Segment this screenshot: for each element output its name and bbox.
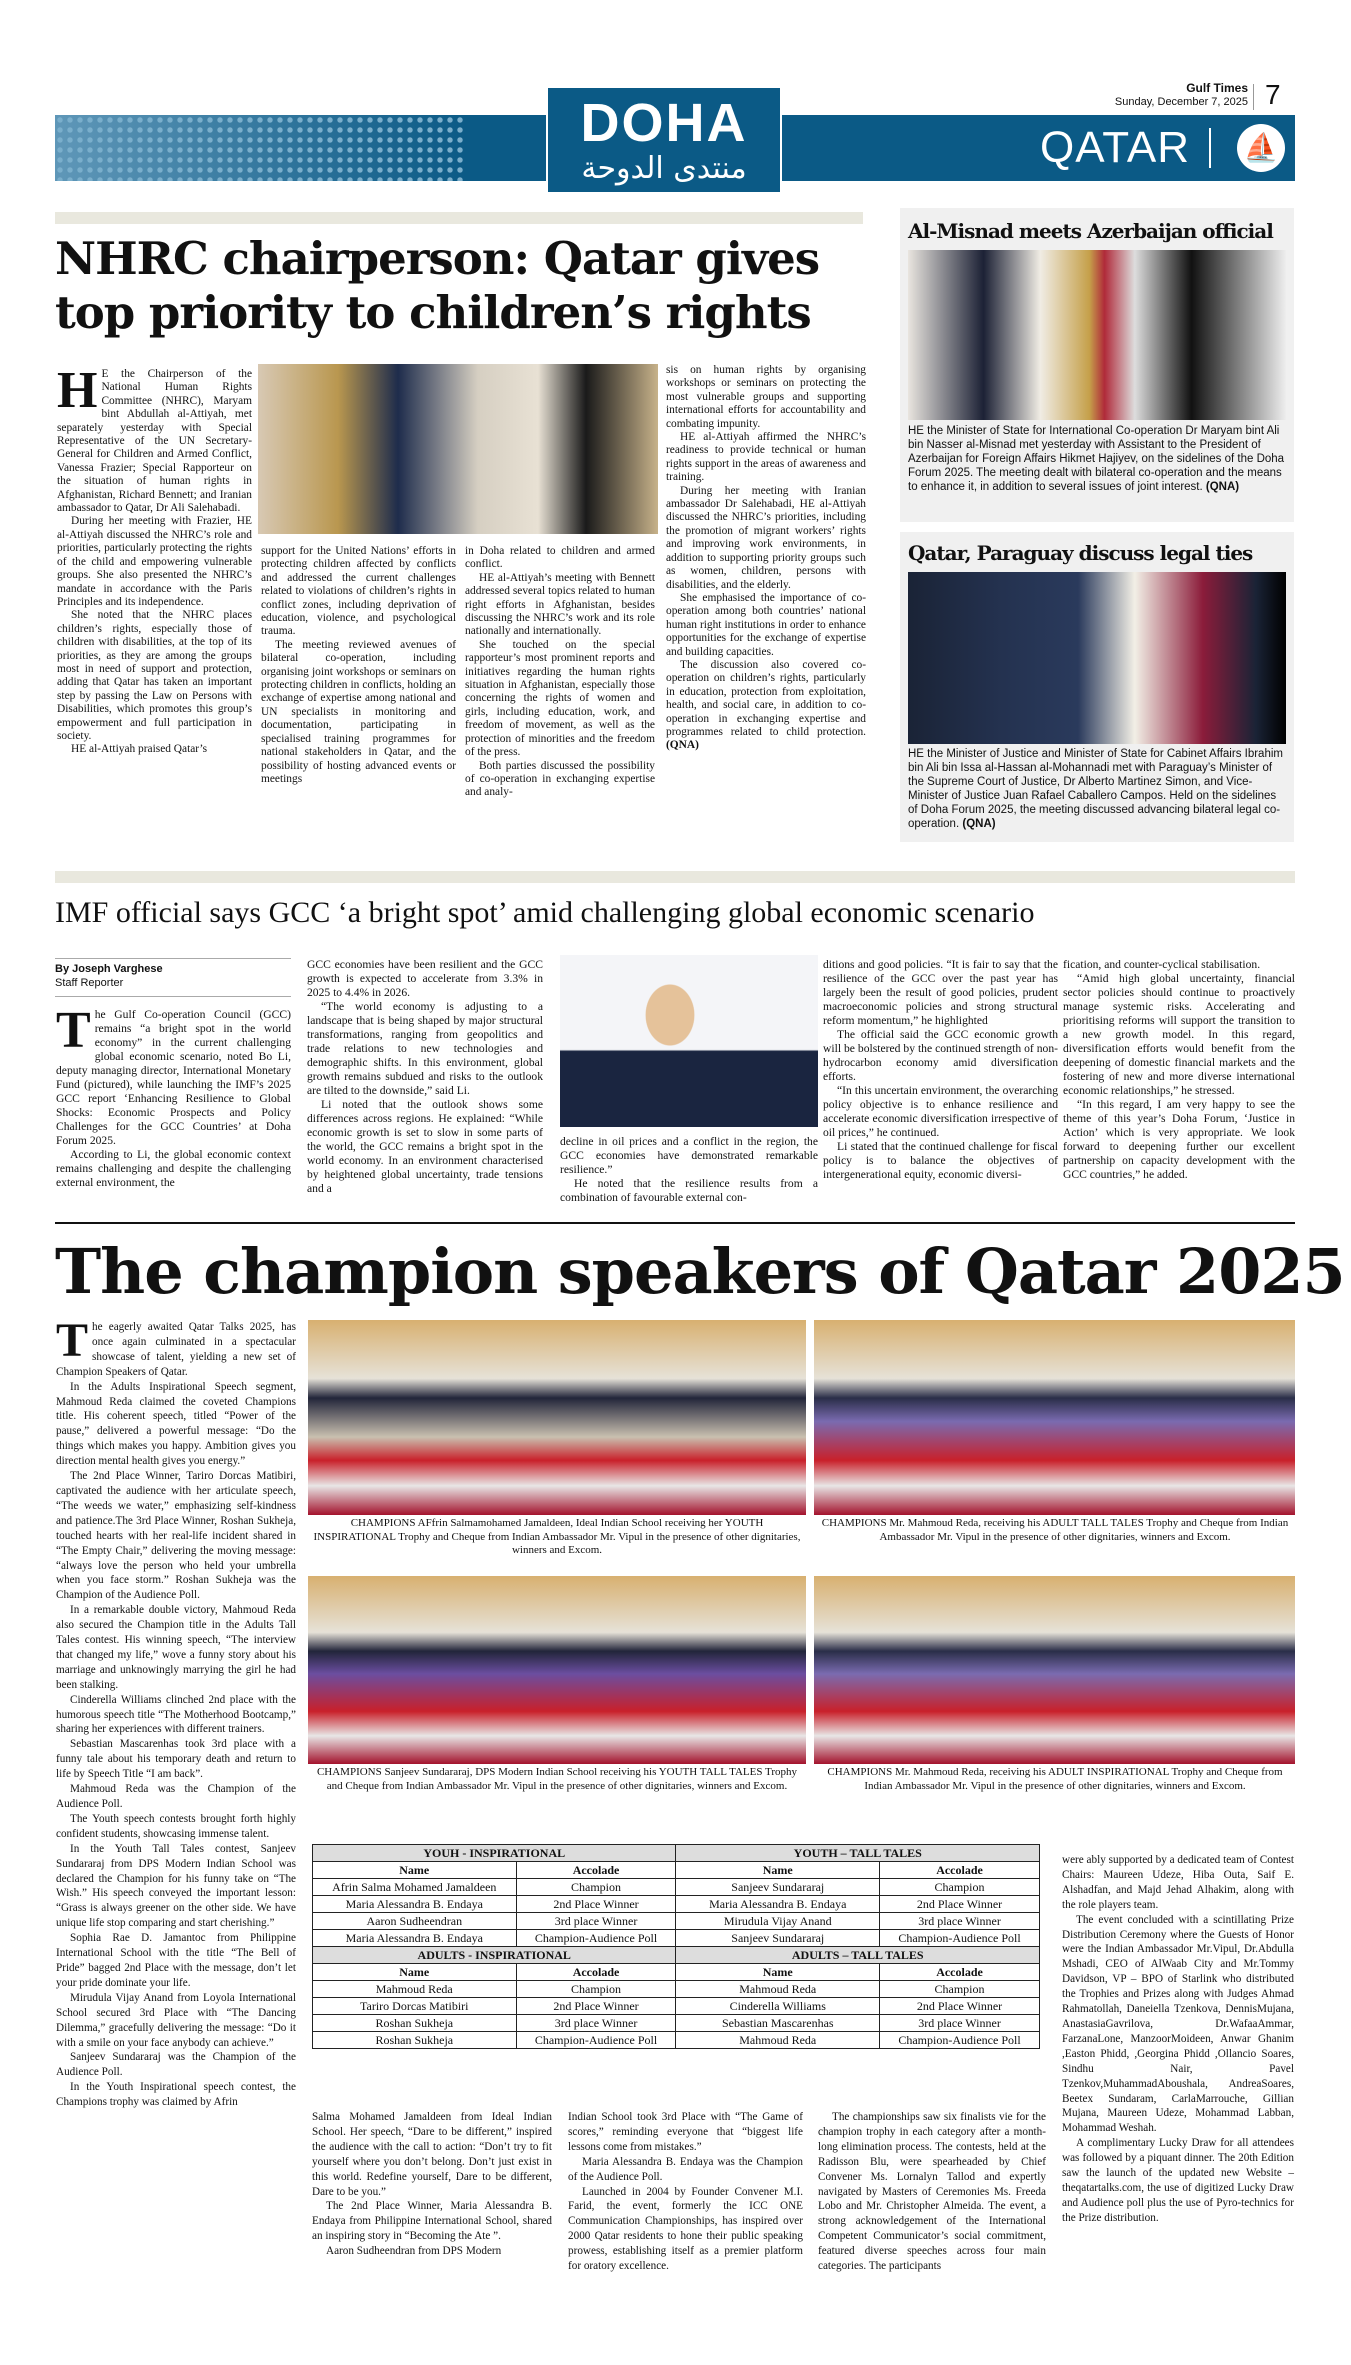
event-photo-youth-tall-tales <box>308 1576 806 1764</box>
photo-caption: CHAMPIONS Mr. Mahmoud Reda, receiving his ADULT TALL TALES Trophy and Cheque from Indian Ambassador Mr. Vipul in the presence of other dignitaries, winners and Excom. <box>821 1517 1289 1543</box>
publication-date: Sunday, December 7, 2025 <box>1114 96 1248 108</box>
champ-col-4: The championships saw six finalists vie for the champion trophy in each category after a month-long elimination process. The contests, held at the Radisson Blu, were spearheaded by Chief Convener Ms. Lornalyn Tallod and expertly navigated by Masters of Ceremonies Ms. Freeda Lobo and Mr. Christopher Almeida. The event, a strong acknowledgement of the International Competent Communicator’s social commitment, featured diverse speeches across four main categories. The participants <box>818 2111 1046 2273</box>
imf-col-5: fication, and counter-cyclical stabilisation. “Amid high global uncertainty, financial sector policies should continue to proactively manage systemic risks. Accelerating and prioritising reforms will support the transition to a new growth model. In this regard, diversification efforts would benefit from the deepening of domestic financial markets and the fostering of new and more diverse international economic relationships,” he stressed. “In this regard, I am very happy to see the theme of this year’s Doha Forum, ‘Justice in Action’ which is very appropriate. We look forward to deepening further our excellent partnership on capacity development with the GCC countries,” he added. <box>1063 958 1295 1181</box>
imf-col-1: The Gulf Co-operation Council (GCC) remains “a bright spot in the world economy” in the current challenging global economic scenario, noted Bo Li, deputy managing director, International Monetary Fund (pictured), while launching the IMF’s 2025 GCC report ‘Enhancing Resilience to Global Shocks: Economic Prospects and Policy Challenges for the GCC Countries’ at Doha Forum 2025. According to Li, the global economic context remains challenging and despite the challenging external environment, the <box>56 1002 291 1189</box>
col-header-accolade: Accolade <box>516 1862 676 1879</box>
table-row: Mahmoud Reda Champion Mahmoud Reda Champion <box>313 1981 1040 1998</box>
sidebar2-photo <box>908 572 1286 744</box>
table-group-youth-tall-tales: YOUTH – TALL TALES <box>676 1845 1040 1862</box>
dhow-boat-icon: ⛵ <box>1237 124 1285 172</box>
table-row: Maria Alessandra B. Endaya Champion-Audience Poll Sanjeev Sundararaj Champion-Audience Poll <box>313 1930 1040 1947</box>
table-row: Roshan Sukheja 3rd place Winner Sebastian Mascarenhas 3rd place Winner <box>313 2015 1040 2032</box>
section-title: QATAR <box>1040 123 1191 172</box>
imf-official-photo <box>560 955 818 1127</box>
col-header-name: Name <box>676 1964 880 1981</box>
nhrc-para: in Doha related to children and armed conflict. <box>465 545 655 571</box>
champ-col-2: Salma Mohamed Jamaldeen from Ideal Indian School. Her speech, “Dare to be different,” inspired the audience with the call to action: “Don’t try to fit yourself where you don’t belong. Don’t just exist in this world. Redefine yourself, Dare to be different, Dare to be you.” The 2nd Place Winner, Maria Alessandra B. Endaya from Philippine International School, shared an inspiring story in “Becoming the Ate ”. Aaron Sudheendran from DPS Modern <box>312 2111 552 2258</box>
champ-headline: The champion speakers of Qatar 2025 <box>55 1235 1345 1308</box>
table-row: Aaron Sudheendran 3rd place Winner Mirudula Vijay Anand 3rd place Winner <box>313 1913 1040 1930</box>
section-rule <box>55 212 863 224</box>
logo-text: DOHA <box>580 93 748 153</box>
table-group-youth-inspirational: YOUH - INSPIRATIONAL <box>313 1845 676 1862</box>
sidebar2-headline: Qatar, Paraguay discuss legal ties <box>908 541 1253 565</box>
byline-rule <box>55 958 291 959</box>
byline-rule <box>55 996 291 997</box>
sidebar2-caption: HE the Minister of Justice and Minister of State for Cabinet Affairs Ibrahim bin Ali bin Issa al-Hassan al-Mohannadi met with Paraguay’s Minister of the Supreme Court of Justice, Dr Alberto Martinez Simon, and Vice-Minister of Justice Juan Rafael Caballero Campos. Held on the sidelines of Doha Forum 2025, the meeting discussed advancing bilateral legal co-operation. (QNA) <box>908 748 1283 830</box>
doha-forum-logo <box>546 86 782 194</box>
nhrc-para: sis on human rights by organising workshops or seminars on protecting the most vulnerable groups and supporting international efforts for accountability and combating impunity. <box>666 364 866 430</box>
nhrc-col-2 <box>261 545 456 786</box>
col-header-name: Name <box>313 1964 517 1981</box>
table-row: Roshan Sukheja Champion-Audience Poll Mahmoud Reda Champion-Audience Poll <box>313 2032 1040 2049</box>
nhrc-para: She touched on the special rapporteur’s most prominent reports and initiatives regarding the human rights situation in Afghanistan, especially those concerning the rights of women and girls, including education, work, and freedom of movement, as well as the protection of minorities and the freedom of the press. <box>465 638 655 759</box>
event-photo-youth-inspirational <box>308 1320 806 1515</box>
sidebar1-caption: HE the Minister of State for International Co-operation Dr Maryam bint Ali bin Nasser al-Misnad met yesterday with Assistant to the President of Azerbaijan for Foreign Affairs Hikmet Hajiyev, on the sidelines of the Doha Forum 2025. The meeting dealt with bilateral co-operation and the means to enhance it, in addition to several issues of joint interest. (QNA) <box>908 425 1285 493</box>
drop-cap: T <box>56 1002 91 1059</box>
nhrc-para: The discussion also covered co-operation on children’s rights, particularly in education, protection from exploitation, health, and social care, in addition to co-operation in exchanging expertise and programmes related to child protection. (QNA) <box>666 658 866 752</box>
results-table <box>312 1844 1040 2049</box>
photo-caption: CHAMPIONS Mr. Mahmoud Reda, receiving his ADULT INSPIRATIONAL Trophy and Cheque from Indian Ambassador Mr. Vipul in the presence of other dignitaries, winners and Excom. <box>827 1766 1283 1792</box>
nhrc-col-3 <box>465 545 655 800</box>
col-header-name: Name <box>676 1862 880 1879</box>
nhrc-para: During her meeting with Iranian ambassador Dr Salehabadi, HE al-Attiyah discussed the NHRC’s priorities, including the promotion of migrant workers’ rights and improving work environments, in addition to supporting priority groups such as women, children, persons with disabilities, and the elderly. <box>666 484 866 591</box>
col-header-accolade: Accolade <box>880 1862 1040 1879</box>
sidebar1-headline: Al-Misnad meets Azerbaijan official <box>908 219 1273 243</box>
byline: By Joseph Varghese Staff Reporter <box>55 963 163 989</box>
masthead-pattern <box>55 115 465 181</box>
table-group-adult-tall-tales: ADULTS – TALL TALES <box>676 1947 1040 1964</box>
nhrc-para: support for the United Nations’ efforts in protecting children affected by conflicts and addressed the current challenges related to violations of children’s rights in conflict zones, including deprivation of education, violence, and psychological trauma. <box>261 545 456 638</box>
nhrc-para: She emphasised the importance of co-operation among both countries’ national human right institutions in order to enhance opportunities for the exchange of expertise and building capacities. <box>666 591 866 658</box>
section-rule <box>55 871 1295 883</box>
nhrc-photo <box>258 364 658 534</box>
nhrc-para: HE al-Attiyah affirmed the NHRC’s readiness to provide technical or human rights support in the areas of awareness and training. <box>666 431 866 484</box>
nhrc-para: She noted that the NHRC places children’s rights, especially those of children with disabilities, at the top of its priorities, as they are among the groups most in need of support and protection, adding that Qatar has taken an important step by passing the Law on Persons with Disabilities, which promotes this group’s empowerment and full participation in society. <box>57 609 252 742</box>
col-header-accolade: Accolade <box>516 1964 676 1981</box>
imf-headline: IMF official says GCC ‘a bright spot’ amid challenging global economic scenario <box>55 896 1035 929</box>
publication-name: Gulf Times <box>1186 81 1248 95</box>
champ-col-5: were ably supported by a dedicated team of Contest Chairs: Maureen Udeze, Hiba Outa, Saif E. Alshadfan, and Majd Jehad Alhakim, along with the role players team. The event concluded with a scintillating Prize Distribution Ceremony where the Guests of Honor were the Indian Ambassador Mr.Vipul, Dr.Abdulla Mshadi, CEO of AlWaab City and Mr.Tommy Davidson, VP – BPO of Starlink who distributed the Trophies and Prizes along with Judges Ahmad Rahmatollah, Daneiella Tzenkova, DennisMujana, AnastasiaGavrilova, Dr.WafaaAmmar, FarzanaLone, ManzoorMoideen, Anwar Ghanim ,Easton Phidd, ,Georgina Phidd ,Ollancio Soares, Sindhu Nair, Pavel Tzenkov,MuhammadAboushala, AndreaSoares, Beetex Sundaram, CarlaMarrouche, Gillian Mujana, Maureen Udeze, Mohammad Labban, Mohammad Weshah. A complimentary Lucky Draw for all attendees was followed by a piquant dinner. The 20th Edition saw the launch of the updated new Website – theqatartalks.com, the use of digitized Lucky Draw and Audience poll plus the use of Pyro-technics for the Prize distribution. <box>1062 1854 1294 2224</box>
drop-cap: T <box>56 1314 89 1367</box>
imf-col-4: ditions and good policies. “It is fair to say that the resilience of the GCC over the past year has largely been the result of good policies, prudent macroeconomic policies and strong structural reform momentum,” he highlighted The official said the GCC economic growth will be bolstered by the continued strength of non-hydrocarbon economy amid diversification efforts. “In this uncertain environment, the overarching policy objective is to enhance resilience and accelerate economic diversification irrespective of oil prices,” he continued. Li stated that the continued challenge for fiscal policy is to balance the objectives of intergenerational equity, economic diversi- <box>823 958 1058 1181</box>
table-group-adult-inspirational: ADULTS - INSPIRATIONAL <box>313 1947 676 1964</box>
imf-col-3: decline in oil prices and a conflict in the region, the GCC economies have demonstrated remarkable resilience.” He noted that the resilience results from a combination of favourable external con- <box>560 1135 818 1204</box>
table-row: Afrin Salma Mohamed Jamaldeen Champion Sanjeev Sundararaj Champion <box>313 1879 1040 1896</box>
nhrc-para: HE al-Attiyah’s meeting with Bennett addressed several topics related to human right efforts in Afghanistan, besides discussing the NHRC’s work and its role nationally and internationally. <box>465 571 655 638</box>
event-photo-adult-tall-tales <box>814 1320 1295 1515</box>
nhrc-para: During her meeting with Frazier, HE al-Attiyah discussed the NHRC’s role and priorities, particularly protecting the rights of the child and empowering vulnerable groups. She also presented the NHRC’s mandate in accordance with the Paris Principles and its independence. <box>57 515 252 608</box>
nhrc-para: The meeting reviewed avenues of bilateral co-operation, including organising joint workshops or seminars on protecting children in conflicts, holding an exchange of expertise among national and UN specialists in monitoring and documentation, participating in specialised training programmes for national stakeholders in Qatar, and the possibility of hosting advanced events or meetings <box>261 638 456 785</box>
nhrc-headline: NHRC chairperson: Qatar gives top priority to children’s rights <box>55 232 820 339</box>
nhrc-para: Both parties discussed the possibility of co-operation in exchanging expertise and analy- <box>465 759 655 799</box>
nhrc-para: HE al-Attiyah praised Qatar’s <box>71 743 208 756</box>
imf-col-2: GCC economies have been resilient and the GCC growth is expected to accelerate from 3.3% in 2025 to 4.4% in 2026. “The world economy is adjusting to a landscape that is being shaped by major structural transformations, ranging from geopolitics and trade relations to new technologies and demographic shifts. In this environment, global growth remains subdued and risks to the outlook are tilted to the downside,” said Li. Li noted that the outlook shows some differences across regions. He explained: “While economic growth is set to slow in some parts of the world, the GCC remains a bright spot in the world economy. In an environment characterised by heightened global uncertainty, trade tensions and a <box>307 958 543 1195</box>
nhrc-para: H E the Chairperson of the National Human Rights Committee (NHRC), Maryam bint Abdullah al-Attiyah, met separately yesterday with Special Representative of the UN Secretary-General for Children and Armed Conflict, Vanessa Frazier; Special Rapporteur on the situation of human rights in Afghanistan, Richard Bennett; and Iranian ambassador to Qatar, Dr Ali Salehabadi. <box>57 362 252 515</box>
page-divider <box>1253 84 1254 110</box>
page-number: 7 <box>1265 79 1281 110</box>
sidebar1-photo <box>908 250 1286 420</box>
section-divider <box>1209 128 1211 168</box>
drop-cap: H <box>57 362 98 419</box>
nhrc-col-4 <box>666 364 866 753</box>
champ-col-1: The eagerly awaited Qatar Talks 2025, has once again culminated in a spectacular showcase of talent, yielding a new set of Champion Speakers of Qatar. In the Adults Inspirational Speech segment, Mahmoud Reda claimed the coveted Champions title. His coherent speech, titled “Power of the pause,” delivered a powerful message: “Do the things which makes you happy. Ambition gives you direction mental health gives you energy.” The 2nd Place Winner, Tariro Dorcas Matibiri, captivated the audience with her articulate speech, “The weeds we water,” emphasizing self-kindness and patience.The 3rd Place Winner, Roshan Sukheja, touched hearts with her real-life incident shared in “The Empty Chair,” delivering the moving message: “always love the person who held your umbrella when you face storm.” Roshan Sukheja was the Champion of the Audience Poll. In a remarkable double victory, Mahmoud Reda also secured the Champion title in the Adults Tall Tales contest. His winning speech, “The interview that changed my life,” wove a funny story about his marriage and unknowingly marrying the girl he had been stalking. Cinderella Williams clinched 2nd place with the humorous speech title “The Motherhood Bootcamp,” sharing her experiences with different trainers. Sebastian Mascarenhas took 3rd place with a funny tale about his temporary death and return to life by Speech Title “I am back”. Mahmoud Reda was the Champion of the Audience Poll. The Youth speech contests brought forth highly confident students, showcasing immense talent. In the Youth Tall Tales contest, Sanjeev Sundararaj from DPS Modern Indian School was declared the Champion for his funny take on “The Wish.” His speech conveyed the important lesson: “Grass is always greener on the other side. We have unique life stop comparing and start cherishing.” Sophia Rae D. Jamantoc from Philippine International School with the title “The Bell of Pride” bagged 2nd Place with the message, don’t let your pride dominate your life. Mirudula Vijay Anand from Loyola International School secured 3rd Place with “The Dancing Dilemma,” gracefully delivering the message: “Do it with a smile on your face anybody can achieve.” Sanjeev Sundararaj was the Champion of the Audience Poll. In the Youth Inspirational speech contest, the Champions trophy was claimed by Afrin <box>56 1314 296 2109</box>
col-header-name: Name <box>313 1862 517 1879</box>
section-rule <box>55 1222 1295 1224</box>
table-row: Maria Alessandra B. Endaya 2nd Place Winner Maria Alessandra B. Endaya 2nd Place Winner <box>313 1896 1040 1913</box>
table-row: Tariro Dorcas Matibiri 2nd Place Winner Cinderella Williams 2nd Place Winner <box>313 1998 1040 2015</box>
qna-credit: (QNA) <box>666 739 699 752</box>
photo-caption: CHAMPIONS Sanjeev Sundararaj, DPS Modern Indian School receiving his YOUTH TALL TALES Trophy and Cheque from Indian Ambassador Mr. Vipul in the presence of other dignitaries, winners and Excom. <box>316 1766 798 1792</box>
photo-caption: CHAMPIONS AFfrin Salmamohamed Jamaldeen, Ideal Indian School receiving her YOUTH INSPIRATIONAL Trophy and Cheque from Indian Ambassador Mr. Vipul in the presence of other dignitaries, winners and Excom. <box>313 1517 801 1556</box>
nhrc-col-1 <box>57 362 252 757</box>
col-header-accolade: Accolade <box>880 1964 1040 1981</box>
event-photo-adult-inspirational <box>814 1576 1295 1764</box>
champ-col-3: Indian School took 3rd Place with “The Game of scores,” reminding everyone that “biggest life lessons come from mistakes.” Maria Alessandra B. Endaya was the Champion of the Audience Poll. Launched in 2004 by Founder Convener M.I. Farid, the event, formerly the ICC ONE Communication Championships, has inspired over 2000 Qatar residents to hone their public speaking prowess, establishing itself as a premier platform for oratory excellence. <box>568 2111 803 2273</box>
logo-arabic: منتدى الدوحة <box>581 151 747 186</box>
publication-meta <box>1115 82 1248 109</box>
